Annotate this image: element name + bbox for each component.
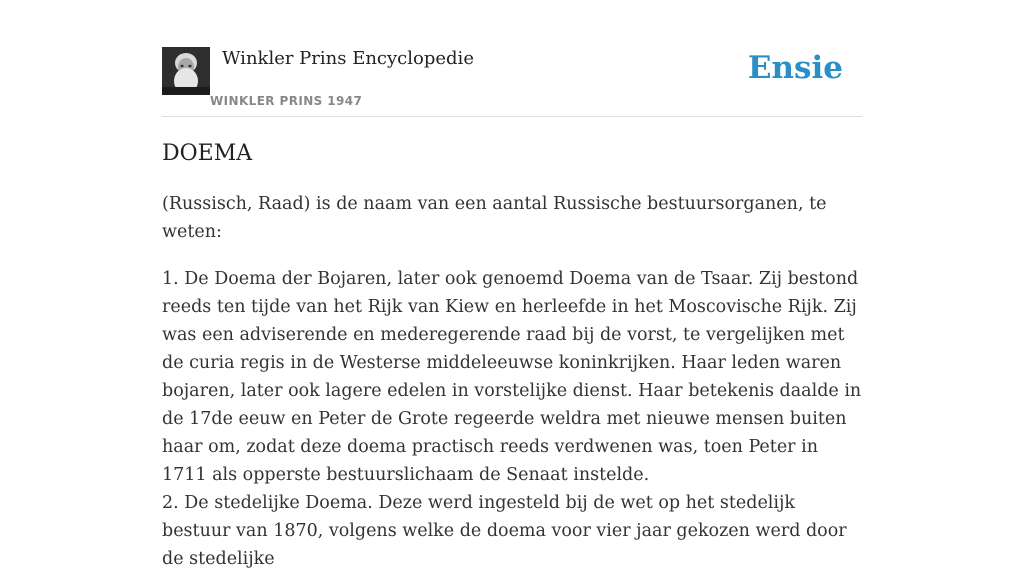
- site-title[interactable]: Winkler Prins Encyclopedie: [222, 48, 474, 69]
- brand-logo[interactable]: Ensie: [747, 50, 843, 86]
- article-paragraph-2: 2. De stedelijke Doema. Deze werd ingesteld bij de wet op het stedelijk bestuur van 1870, volgens welke de doema voor vier jaar gekozen werd door de stedelijke: [162, 493, 847, 569]
- article-title: DOEMA: [162, 141, 253, 166]
- article-intro: (Russisch, Raad) is de naam van een aantal Russische bestuursorganen, te weten:: [162, 194, 827, 242]
- site-header: [162, 40, 862, 117]
- site-subtitle[interactable]: WINKLER PRINS 1947: [210, 94, 363, 108]
- article: [162, 138, 862, 573]
- author-portrait-icon[interactable]: [162, 47, 210, 95]
- article-paragraph-1: 1. De Doema der Bojaren, later ook genoemd Doema van de Tsaar. Zij bestond reeds ten tijde van het Rijk van Kiew en herleefde in het Moscovische Rijk. Zij was een adviserende en mederegerende raad bij de vorst, te vergelijken met de curia regis in de Westerse middeleeuwse koninkrijken. Haar leden waren bojaren, later ook lagere edelen in vorstelijke dienst. Haar betekenis daalde in de 17de eeuw en Peter de Grote regeerde weldra met nieuwe mensen buiten haar om, zodat deze doema practisch reeds verdwenen was, toen Peter in 1711 als opperste bestuurslichaam de Senaat instelde.: [162, 269, 862, 485]
